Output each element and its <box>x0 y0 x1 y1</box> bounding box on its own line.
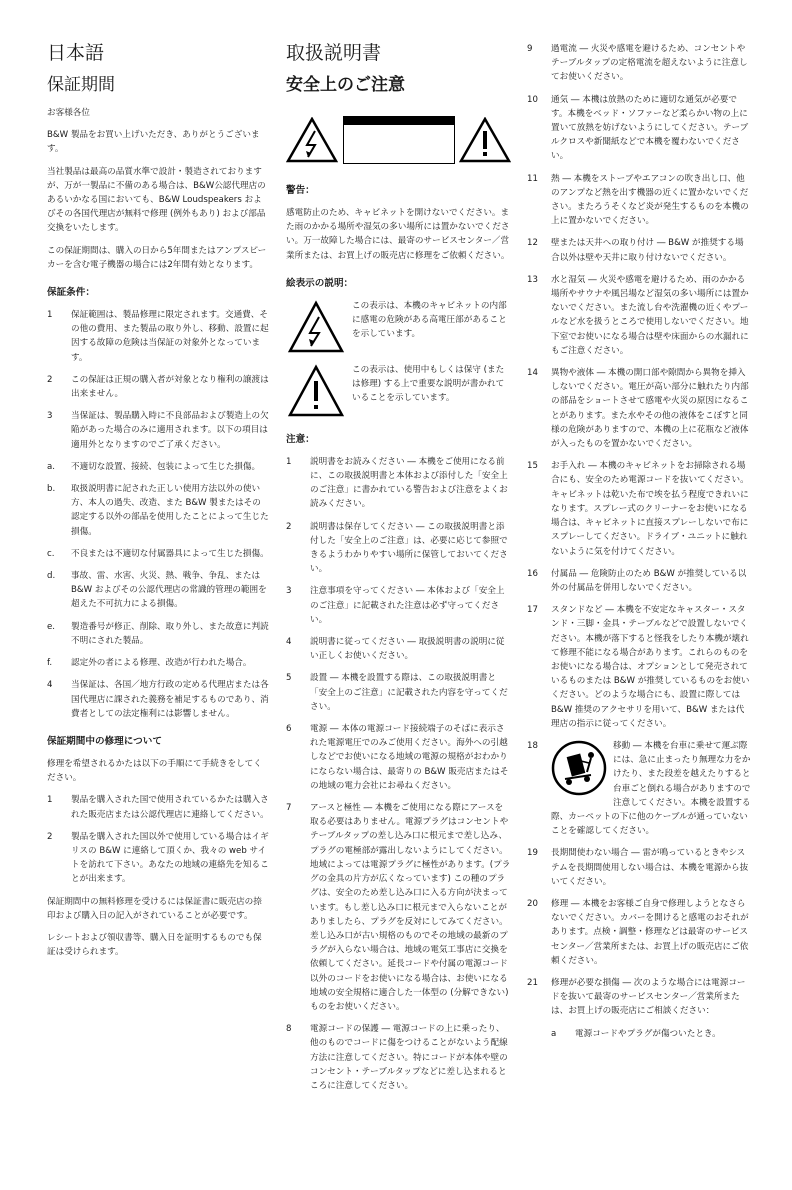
list-item: 9 過電流 ― 火災や感電を避けるため、コンセントやテーブルタップの定格電流を超えないように注意してお使いください。 <box>527 44 748 83</box>
list-item: 6 電源 ― 本体の電源コード接続端子のそばに表示された電源電圧でのみご使用ください。海外への引越しなどでお使いになる地域の電源の規格がおわかりにならない場合は、最寄りの B&W 販売店またはその地域の電力会社にお尋ねください。 <box>286 724 509 791</box>
list-item: d. 事故、雷、水害、火災、熱、戦争、争乱、または B&W およびその公認代理店の常識的管理の範囲を超えた不可抗力による損傷。 <box>47 571 267 610</box>
caution-heading: 注意： <box>286 433 315 445</box>
list-item: 14 異物や液体 ― 本機の開口部や隙間から異物を挿入しないでください。電圧が高い部分に触れたり内部の部品をショートさせて感電や火災の原因になることがあります。また水やその他の液体をこぼすと同様の危険がありますので、本機の上に花瓶など液体が入ったものを置かないでください。 <box>527 368 749 450</box>
list-item: 8 電源コードの保護 ― 電源コードの上に乗ったり、他のものでコードに傷をつけることがないよう配線方法に注意してください。特にコードが本体や壁のコンセント・テーブルタップなどに差し込まれるところに注意してください。 <box>286 1024 508 1091</box>
list-item: e. 製造番号が修正、削除、取り外し、また故意に判読不明にされた製品。 <box>47 621 269 646</box>
list-item: c. 不良または不適切な付属器具によって生じた損傷。 <box>47 548 269 559</box>
list-item: 21 修理が必要な損傷 ― 次のような場合には電源コードを抜いて最寄のサービスセンター／営業所または、お買上げの販売店にご相談ください： <box>527 977 746 1017</box>
conditions-heading: 保証条件： <box>47 287 95 299</box>
list-item: f. 認定外の者による修理、改造が行われた場合。 <box>47 658 252 669</box>
language-title: 日本語 <box>47 42 105 64</box>
conditions-list <box>47 308 269 721</box>
symbol-explanation: この表示は、本機のキャビネットの内部に感電の危険がある高電圧部があることを示しています。 <box>286 299 511 355</box>
list-item: 2 製品を購入された国以外で使用している場合はイギリスの B&W に連絡して頂くか、我々の web サイトを訪れて下さい。あなたの地域の連絡先を知ることが出来ます。 <box>47 831 269 885</box>
cart-tip-warning-icon <box>551 739 607 797</box>
list-item-with-trolley: 18 移動 ― 本機を台車に乗せて運ぶ際には、急に止まったり無理な力をかけたり、また段差を越えたりすると台車ごと倒れる場合がありますので注意してください。本機を設置する際、カーペットの下に他のケーブルが通っていないことを確認してください。 <box>527 740 751 837</box>
repair-heading: 保証期間中の修理について <box>47 735 162 747</box>
list-item: 16 付属品 ― 危険防止のため B&W が推奨している以外の付属品を併用しないでください。 <box>527 568 747 593</box>
symbol-explanation: この表示は、使用中もしくは保守 (または修理) する上で重要な説明が書かれていることを示しています。 <box>286 363 511 419</box>
list-item: 13 水と湿気 ― 火災や感電を避けるため、雨のかかる場所やサウナや風呂場など湿気の多い場所には置かないでください。また流し台や洗濯機の近くやプールなど水を扱うところで使用しないでください。地下室でお使いになる場合は壁や床面からの水漏れにもご注意ください。 <box>527 274 749 356</box>
warranty-description: 当社製品は最高の品質水準で設計・製造されておりますが、万が一製品に不備のある場合は、B&W公認代理店のあるいかなる国においても、B&W Loudspeakers およびその各国代理店が無料で修理 (例外もあり) および部品交換をいたします。 <box>47 166 266 234</box>
list-item: 1 保証範囲は、製品修理に限定されます。交通費、その他の費用、また製品の取り外し、移動、設置に起因する故障の危険は当保証の対象外となっています。 <box>47 310 269 363</box>
list-item: b. 取扱説明書に記された正しい使用方法以外の使い方、本人の過失、改造、また B&W 製またはその認定する以外の部品を使用したことによって生じた損傷。 <box>47 484 269 537</box>
list-item: 1 製品を購入された国で使用されているかたは購入された販売店または公認代理店に連絡してください。 <box>47 795 269 820</box>
list-item: 1 説明書をお読みください ― 本機をご使用になる前に、この取扱説明書と本体および添付した「安全上のご注意」に書かれている警告および注意をよくお読みください。 <box>286 456 508 510</box>
lightning-warning-icon <box>286 299 346 355</box>
list-item: 4 当保証は、各国／地方行政の定める代理店または各国代理店に課された義務を補足するものであり、消費者としての法定権利には影響しません。 <box>47 680 269 719</box>
symbols-heading: 絵表示の説明： <box>286 277 354 289</box>
list-item: 19 長期間使わない場合 ― 雷が鳴っているときやシステムを長期間使用しない場合は、本機を電源から抜いてください。 <box>527 848 749 887</box>
repair-note: 保証期間中の無料修理を受けるには保証書に販売店の捺印および購入日の記入がされていることが必要です。 <box>47 896 262 921</box>
lightning-warning-icon <box>286 117 338 163</box>
warning-label <box>286 110 511 170</box>
list-item: 11 熱 ― 本機をストーブやエアコンの吹き出し口、他のアンプなど熱を出す機器の近くに置かないでください。またろうそくなど炎が発生するものを本機の上に置かないでください。 <box>527 173 749 227</box>
exclamation-warning-icon <box>286 363 346 419</box>
list-item: 12 壁または天井への取り付け ― B&W が推奨する場合以外は壁や天井に取り付けないでください。 <box>527 238 744 263</box>
warranty-intro: B&W 製品をお買い上げいただき、ありがとうございます。 <box>47 130 260 155</box>
exclamation-warning-icon <box>459 117 511 163</box>
manual-title: 取扱説明書 <box>286 42 382 64</box>
column-safety-continued <box>527 42 752 1049</box>
list-item: 5 設置 ― 本機を設置する際は、この取扱説明書と「安全上のご注意」に記載された内容を守ってください。 <box>286 673 508 712</box>
list-item: 20 修理 ― 本機をお客様ご自身で修理しようとなさらないでください。カバーを開けると感電のおそれがあります。点検・調整・修理などは最寄のサービスセンター／営業所または、お買上げの販売店にご依頼ください。 <box>527 898 749 966</box>
warning-text: 感電防止のため、キャビネットを開けないでください。また雨のかかる場所や湿気の多い場所には置かないでください。万一故障した場合には、最寄のサービスセンター／営業所または、お買上げの販売店に修理をご依頼ください。 <box>286 208 510 261</box>
list-item: 2 この保証は正規の購入者が対象となり権利の譲渡は出来ません。 <box>47 374 269 400</box>
greeting: お客様各位 <box>47 108 90 118</box>
warranty-title: 保証期間 <box>47 75 115 95</box>
list-item: a. 不適切な設置、接続、包装によって生じた損傷。 <box>47 461 261 472</box>
caution-label-box <box>343 116 455 164</box>
list-item: 3 注意事項を守ってください ― 本体および「安全上のご注意」に記載された注意は必ず守ってください。 <box>286 586 505 625</box>
list-item: 10 通気 ― 本機は放熱のために適切な通気が必要です。本機をベッド・ソファーなど柔らかい物の上に置いて放熱を妨げないようにしてください。テーブルクロスや新聞紙などで本機を覆わないでください。 <box>527 94 749 162</box>
list-sub-item: a 電源コードやプラグが傷ついたとき。 <box>551 1028 721 1039</box>
list-item: 7 アースと極性 ― 本機をご使用になる際にアースを取る必要はありません。電源プラグはコンセントやテーブルタップの差し込み口に根元まで差し込み、プラグの電極部が露出しないようにしてください。地域によっては電源プラグに極性があります。(プラグの金具の片方が広くなっています) この種のプラグは、安全のため差し込み口に入る方向が決まっています。もし差し込み口に根元まで入らないことがありましたら、プラグを反対にしてみてください。差し込み口が古い規格のものでその地域の最新のプラグが入らない場合は、地域の電気工事店に交換を依頼してください。延長コードや付属の電源コード以外のコードをお使いになる場合は、お使いになる地域の安全規格に適合した一体型の (分解できない) ものをお使いください。 <box>286 803 511 1012</box>
list-item: 3 当保証は、製品購入時に不良部品および製造上の欠陥があった場合のみに適用されます。以下の項目は適用外となりますのでご了承ください。 <box>47 411 269 450</box>
list-item: 4 説明書に従ってください ― 取扱説明書の説明に従い正しくお使いください。 <box>286 637 505 662</box>
list-item: 17 スタンドなど ― 本機を不安定なキャスター・スタンド・三脚・金具・テーブルなどで設置しないでください。本機が落下すると怪我をしたり本機が壊れて修理不能になる場合があります。これらのものをお使いになる場合は、オプションとして発売されているものまたは B&W が推奨しているものをお使いください。どのような場合にも、設置に際しては B&W 推奨のアクセサリを用いて、B&W または代理店の指示に従ってください。 <box>527 605 750 729</box>
list-item: 2 説明書は保存してください ― この取扱説明書と添付した「安全上のご注意」は、必要に応じて参照できるようわかりやすい場所に保管しておいてください。 <box>286 521 508 575</box>
warning-heading: 警告： <box>286 185 315 196</box>
repair-intro: 修理を希望されるかたは以下の手順にて手続きをしてください。 <box>47 758 262 784</box>
column-warranty <box>47 40 269 967</box>
list-item: 15 お手入れ ― 本機のキャビネットをお掃除される場合にも、安全のため電源コードを抜いてください。キャビネットは乾いた布で埃を払う程度できれいになります。スプレー式のクリーナーをお使いになる場合は、キャビネットに直接スプレーしないで布にスプレーしてください。ドライブ・ユニットに触れないように気を付けてください。 <box>527 461 749 557</box>
warranty-period: この保証期間は、購入の日から5年間またはアンプスピーカーを含む電子機器の場合には2年間有効となります。 <box>47 245 267 270</box>
repair-receipt-note: レシートおよび領収書等、購入日を証明するものでも保証は受けられます。 <box>47 932 262 958</box>
column-safety <box>286 40 511 1101</box>
safety-title: 安全上のご注意 <box>286 75 405 95</box>
